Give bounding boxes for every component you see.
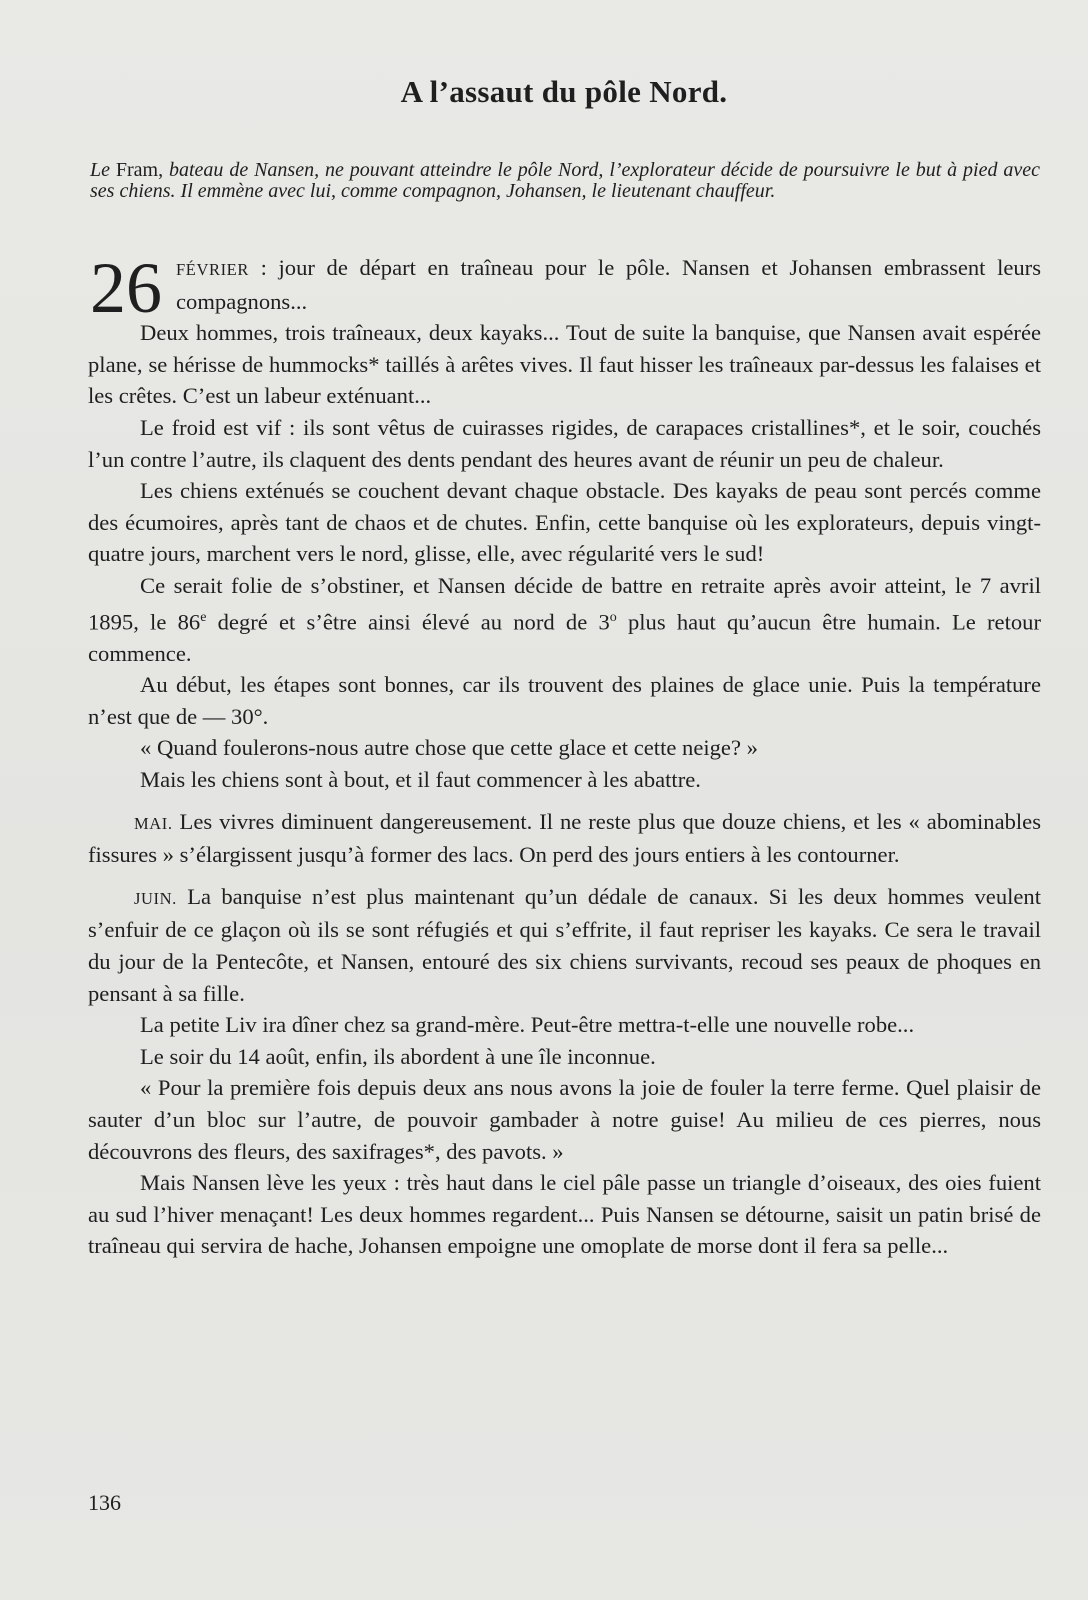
paragraph <box>88 248 1041 328</box>
chapter-title: A l’assaut du pôle Nord. <box>400 74 728 109</box>
paragraph: Deux hommes, trois traîneaux, deux kayaks... Tout de suite la banquise, que Nansen avait espérée plane, se hérisse de hummocks* taillés à arêtes vives. Il faut hisser les traîneaux par-dessus les falaises et les crêtes. C’est un labeur exténuant... <box>88 320 1041 409</box>
paragraph <box>88 570 1041 669</box>
paragraph: « Quand foulerons-nous autre chose que cette glace et cette neige? » <box>140 735 758 761</box>
drop-cap: 26 <box>90 248 162 328</box>
ship-name: Fram, <box>115 159 164 181</box>
paragraph-text: La banquise n’est plus maintenant qu’un dédale de canaux. Si les deux hommes veulent s’enfuir de ce glaçon où ils se sont réfugiés et qui s’effrite, il faut repriser les kayaks. Ce sera le travail du jour de la Pentecôte, et Nansen, entouré des six chiens survivants, recoud ses peaux de phoques en pensant à sa fille. <box>88 883 1041 1006</box>
superscript: e <box>200 609 207 625</box>
date-label: FÉVRIER <box>176 260 249 279</box>
paragraph: Au début, les étapes sont bonnes, car ils trouvent des plaines de glace unie. Puis la température n’est que de — 30°. <box>88 672 1041 729</box>
date-label: JUIN. <box>134 888 177 908</box>
paragraph: Le soir du 14 août, enfin, ils abordent à une île inconnue. <box>140 1043 656 1069</box>
intro-text-1: Le <box>90 159 116 181</box>
body-text <box>88 248 1041 1262</box>
intro-text-2: bateau de Nansen, ne pouvant atteindre le pôle Nord, l’explorateur décide de poursuivre le but à pied avec ses chiens. Il emmène avec lui, comme compagnon, Johansen, le lieutenant chauffeur. <box>90 159 1040 202</box>
paragraph-text: degré et s’être ainsi élevé au nord de 3 <box>206 609 610 635</box>
paragraph: Mais Nansen lève les yeux : très haut dans le ciel pâle passe un triangle d’oiseaux, des oies fuient au sud l’hiver menaçant! Les deux hommes regardent... Puis Nansen se détourne, saisit un patin brisé de traîneau qui servira de hache, Johansen empoigne une omoplate de morse dont il fera sa pelle... <box>88 1170 1041 1259</box>
date-label: MAI. <box>134 813 173 833</box>
paragraph-text: plus haut qu’aucun être humain. Le retour commence. <box>88 609 1041 666</box>
intro-summary <box>90 160 1040 202</box>
paragraph: Le froid est vif : ils sont vêtus de cuirasses rigides, de carapaces cristallines*, et le soir, couchés l’un contre l’autre, ils claquent des dents pendant des heures avant de réunir un peu de chaleur. <box>88 414 1041 472</box>
paragraph: Mais les chiens sont à bout, et il faut commencer à les abattre. <box>140 767 701 793</box>
paragraph: La petite Liv ira dîner chez sa grand-mère. Peut-être mettra-t-elle une nouvelle robe... <box>140 1012 915 1038</box>
paragraph <box>88 881 1041 1009</box>
paragraph-text: : jour de départ en traîneau pour le pôle. Nansen et Johansen embrassent leurs compagnons... <box>176 255 1041 314</box>
paragraph <box>88 806 1041 871</box>
paragraph-text: Ce serait folie de s’obstiner, et Nansen décide de battre en retraite après avoir atteint, le 7 avril 1895, le 86 <box>88 572 1041 635</box>
paragraph: « Pour la première fois depuis deux ans nous avons la joie de fouler la terre ferme. Quel plaisir de sauter d’un bloc sur l’autre, de pouvoir gambader à notre guise! Au milieu de ces pierres, nous découvrons des fleurs, des saxifrages*, des pavots. » <box>88 1075 1041 1164</box>
page-number: 136 <box>88 1490 121 1515</box>
paragraph-text: Les vivres diminuent dangereusement. Il ne reste plus que douze chiens, et les « abominables fissures » s’élargissent jusqu’à former des lacs. On perd des jours entiers à les contourner. <box>88 808 1041 868</box>
paragraph: Les chiens exténués se couchent devant chaque obstacle. Des kayaks de peau sont percés comme des écumoires, après tant de chaos et de chutes. Enfin, cette banquise où les explorateurs, depuis vingt-quatre jours, marchent vers le nord, glisse, elle, avec régularité vers le sud! <box>88 478 1041 567</box>
superscript: o <box>609 609 617 625</box>
